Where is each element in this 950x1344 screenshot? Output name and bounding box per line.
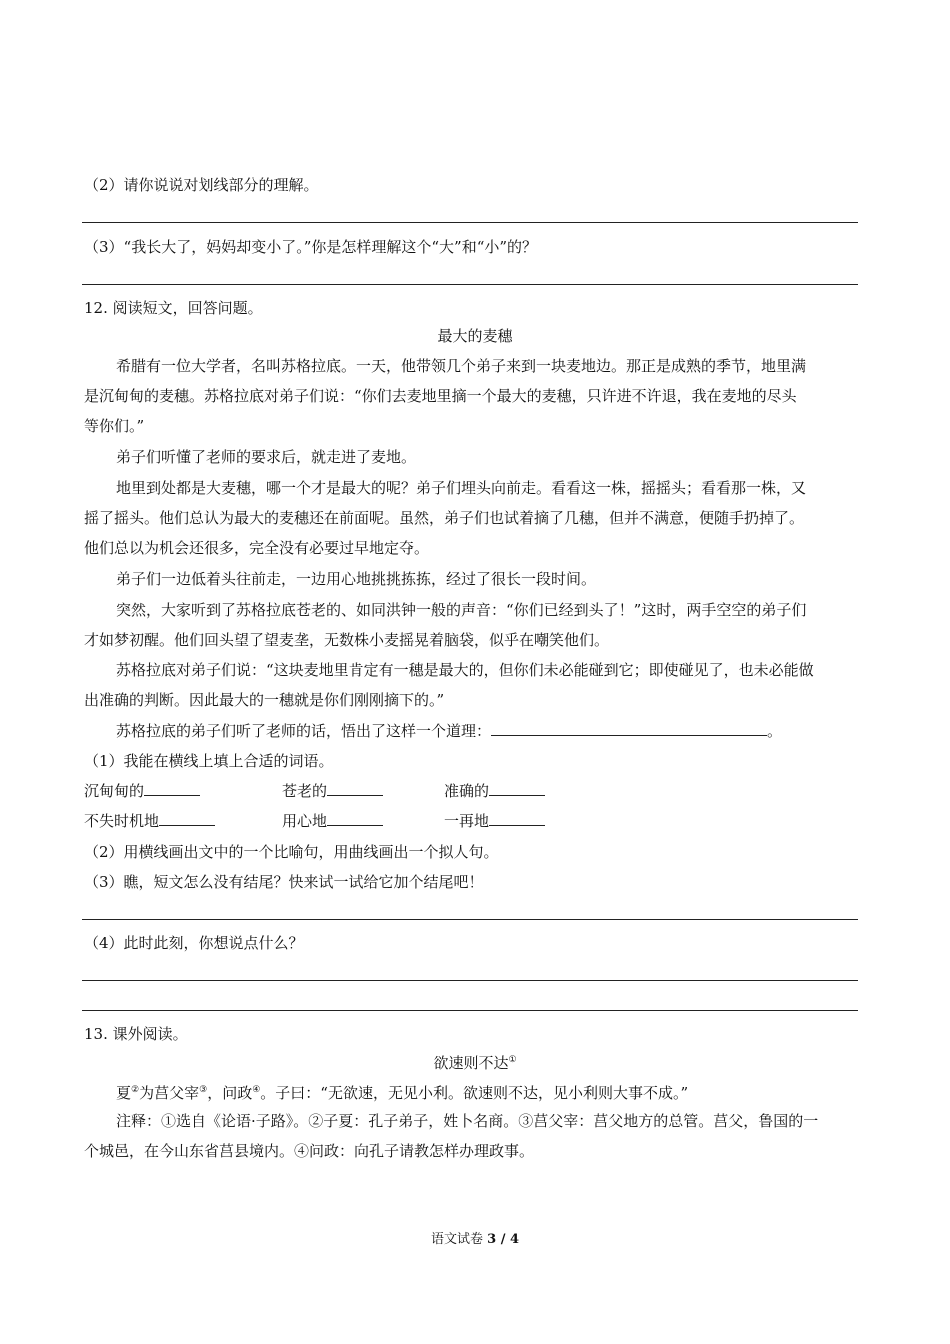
q12-p6-line1: 苏格拉底对弟子们说：“这块麦地里肯定有一穗是最大的，但你们未必能碰到它；即使碰见了，也未必能做 bbox=[116, 661, 814, 679]
q12-p4: 弟子们一边低着头往前走，一边用心地挑挑拣拣，经过了很长一段时间。 bbox=[116, 570, 597, 588]
q13-header: 13. 课外阅读。 bbox=[84, 1025, 188, 1043]
q11-sub3: （3）“我长大了，妈妈却变小了。”你是怎样理解这个“大”和“小”的？ bbox=[84, 238, 538, 256]
answer-line bbox=[82, 222, 858, 223]
q12-p1-line3: 等你们。” bbox=[84, 417, 145, 435]
q12-header: 12. 阅读短文，回答问题。 bbox=[84, 299, 263, 317]
text-span: 夏 bbox=[116, 1084, 132, 1102]
q11-sub2: （2）请你说说对划线部分的理解。 bbox=[84, 176, 319, 194]
word-fill-item bbox=[84, 781, 200, 801]
blank-answer[interactable] bbox=[491, 721, 767, 736]
blank-answer[interactable] bbox=[489, 811, 545, 826]
q12-p7-prefix: 苏格拉底的弟子们听了老师的话，悟出了这样一个道理： bbox=[116, 722, 492, 740]
answer-line bbox=[82, 1010, 858, 1011]
q12-p5-line1: 突然，大家听到了苏格拉底苍老的、如同洪钟一般的声音：“你们已经到头了！”这时，两手空空的弟子们 bbox=[116, 601, 807, 619]
q12-p3-line2: 摇了摇头。他们总认为最大的麦穗还在前面呢。虽然，弟子们也试着摘了几穗，但并不满意，便随手扔掉了。 bbox=[84, 509, 805, 527]
q12-p3-line1: 地里到处都是大麦穗，哪一个才是最大的呢？弟子们埋头向前走。看看这一株，摇摇头；看看那一株，又 bbox=[116, 479, 807, 497]
q12-sub2: （2）用横线画出文中的一个比喻句，用曲线画出一个拟人句。 bbox=[84, 843, 499, 861]
word-label: 沉甸甸的 bbox=[84, 782, 145, 800]
blank-answer[interactable] bbox=[327, 781, 383, 796]
text-span: 。子曰：“无欲速，无见小利。欲速则不达，见小利则大事不成。” bbox=[260, 1084, 689, 1102]
footer-label: 语文试卷 bbox=[430, 1232, 483, 1247]
footnote-marker: ③ bbox=[199, 1085, 208, 1095]
blank-answer[interactable] bbox=[489, 781, 545, 796]
blank-answer[interactable] bbox=[327, 811, 383, 826]
q12-sub3: （3）瞧，短文怎么没有结尾？快来试一试给它加个结尾吧！ bbox=[84, 873, 484, 891]
word-label: 准确的 bbox=[444, 782, 490, 800]
q13-note-line1: 注释：①选自《论语·子路》。②子夏：孔子弟子，姓卜名商。③莒父宰：莒父地方的总管。莒父，鲁国的一 bbox=[116, 1112, 819, 1130]
q12-title: 最大的麦穗 bbox=[437, 327, 513, 345]
word-label: 不失时机地 bbox=[84, 812, 160, 830]
q13-title-text: 欲速则不达 bbox=[433, 1054, 509, 1072]
q12-sub1: （1）我能在横线上填上合适的词语。 bbox=[84, 752, 334, 770]
word-fill-item bbox=[444, 811, 545, 831]
answer-line bbox=[82, 284, 858, 285]
blank-answer[interactable] bbox=[144, 781, 200, 796]
q13-text bbox=[116, 1080, 688, 1103]
word-fill-item bbox=[84, 811, 215, 831]
blank-answer[interactable] bbox=[159, 811, 215, 826]
q12-p3-line3: 他们总以为机会还很多，完全没有必要过早地定夺。 bbox=[84, 539, 430, 557]
footnote-marker: ④ bbox=[252, 1085, 261, 1095]
text-span: 为莒父宰 bbox=[139, 1084, 200, 1102]
footnote-marker: ① bbox=[508, 1055, 517, 1065]
q13-title bbox=[0, 1050, 950, 1073]
q12-p7 bbox=[116, 721, 782, 741]
q12-p1-line2: 是沉甸甸的麦穗。苏格拉底对弟子们说：“你们去麦地里摘一个最大的麦穗，只许进不许退，我在麦地的尽头 bbox=[84, 387, 797, 405]
q12-p6-line2: 出准确的判断。因此最大的一穗就是你们刚刚摘下的。” bbox=[84, 691, 445, 709]
text-span: ，问政 bbox=[207, 1084, 253, 1102]
page-footer bbox=[0, 1228, 950, 1247]
word-label: 一再地 bbox=[444, 812, 490, 830]
q12-p2: 弟子们听懂了老师的要求后，就走进了麦地。 bbox=[116, 448, 417, 466]
q12-sub4: （4）此时此刻，你想说点什么？ bbox=[84, 934, 304, 952]
word-label: 用心地 bbox=[282, 812, 328, 830]
answer-line bbox=[82, 980, 858, 981]
word-fill-item bbox=[282, 811, 383, 831]
answer-line bbox=[82, 919, 858, 920]
q12-p1-line1: 希腊有一位大学者，名叫苏格拉底。一天，他带领几个弟子来到一块麦地边。那正是成熟的季节，地里满 bbox=[116, 357, 807, 375]
page-number: 3 / 4 bbox=[487, 1232, 520, 1247]
q12-p7-suffix: 。 bbox=[767, 722, 783, 740]
word-fill-item bbox=[444, 781, 545, 801]
q12-p5-line2: 才如梦初醒。他们回头望了望麦垄，无数株小麦摇晃着脑袋，似乎在嘲笑他们。 bbox=[84, 631, 610, 649]
footnote-marker: ② bbox=[131, 1085, 140, 1095]
word-fill-item bbox=[282, 781, 383, 801]
word-label: 苍老的 bbox=[282, 782, 328, 800]
q13-note-line2: 个城邑，在今山东省莒县境内。④问政：向孔子请教怎样办理政事。 bbox=[84, 1142, 535, 1160]
